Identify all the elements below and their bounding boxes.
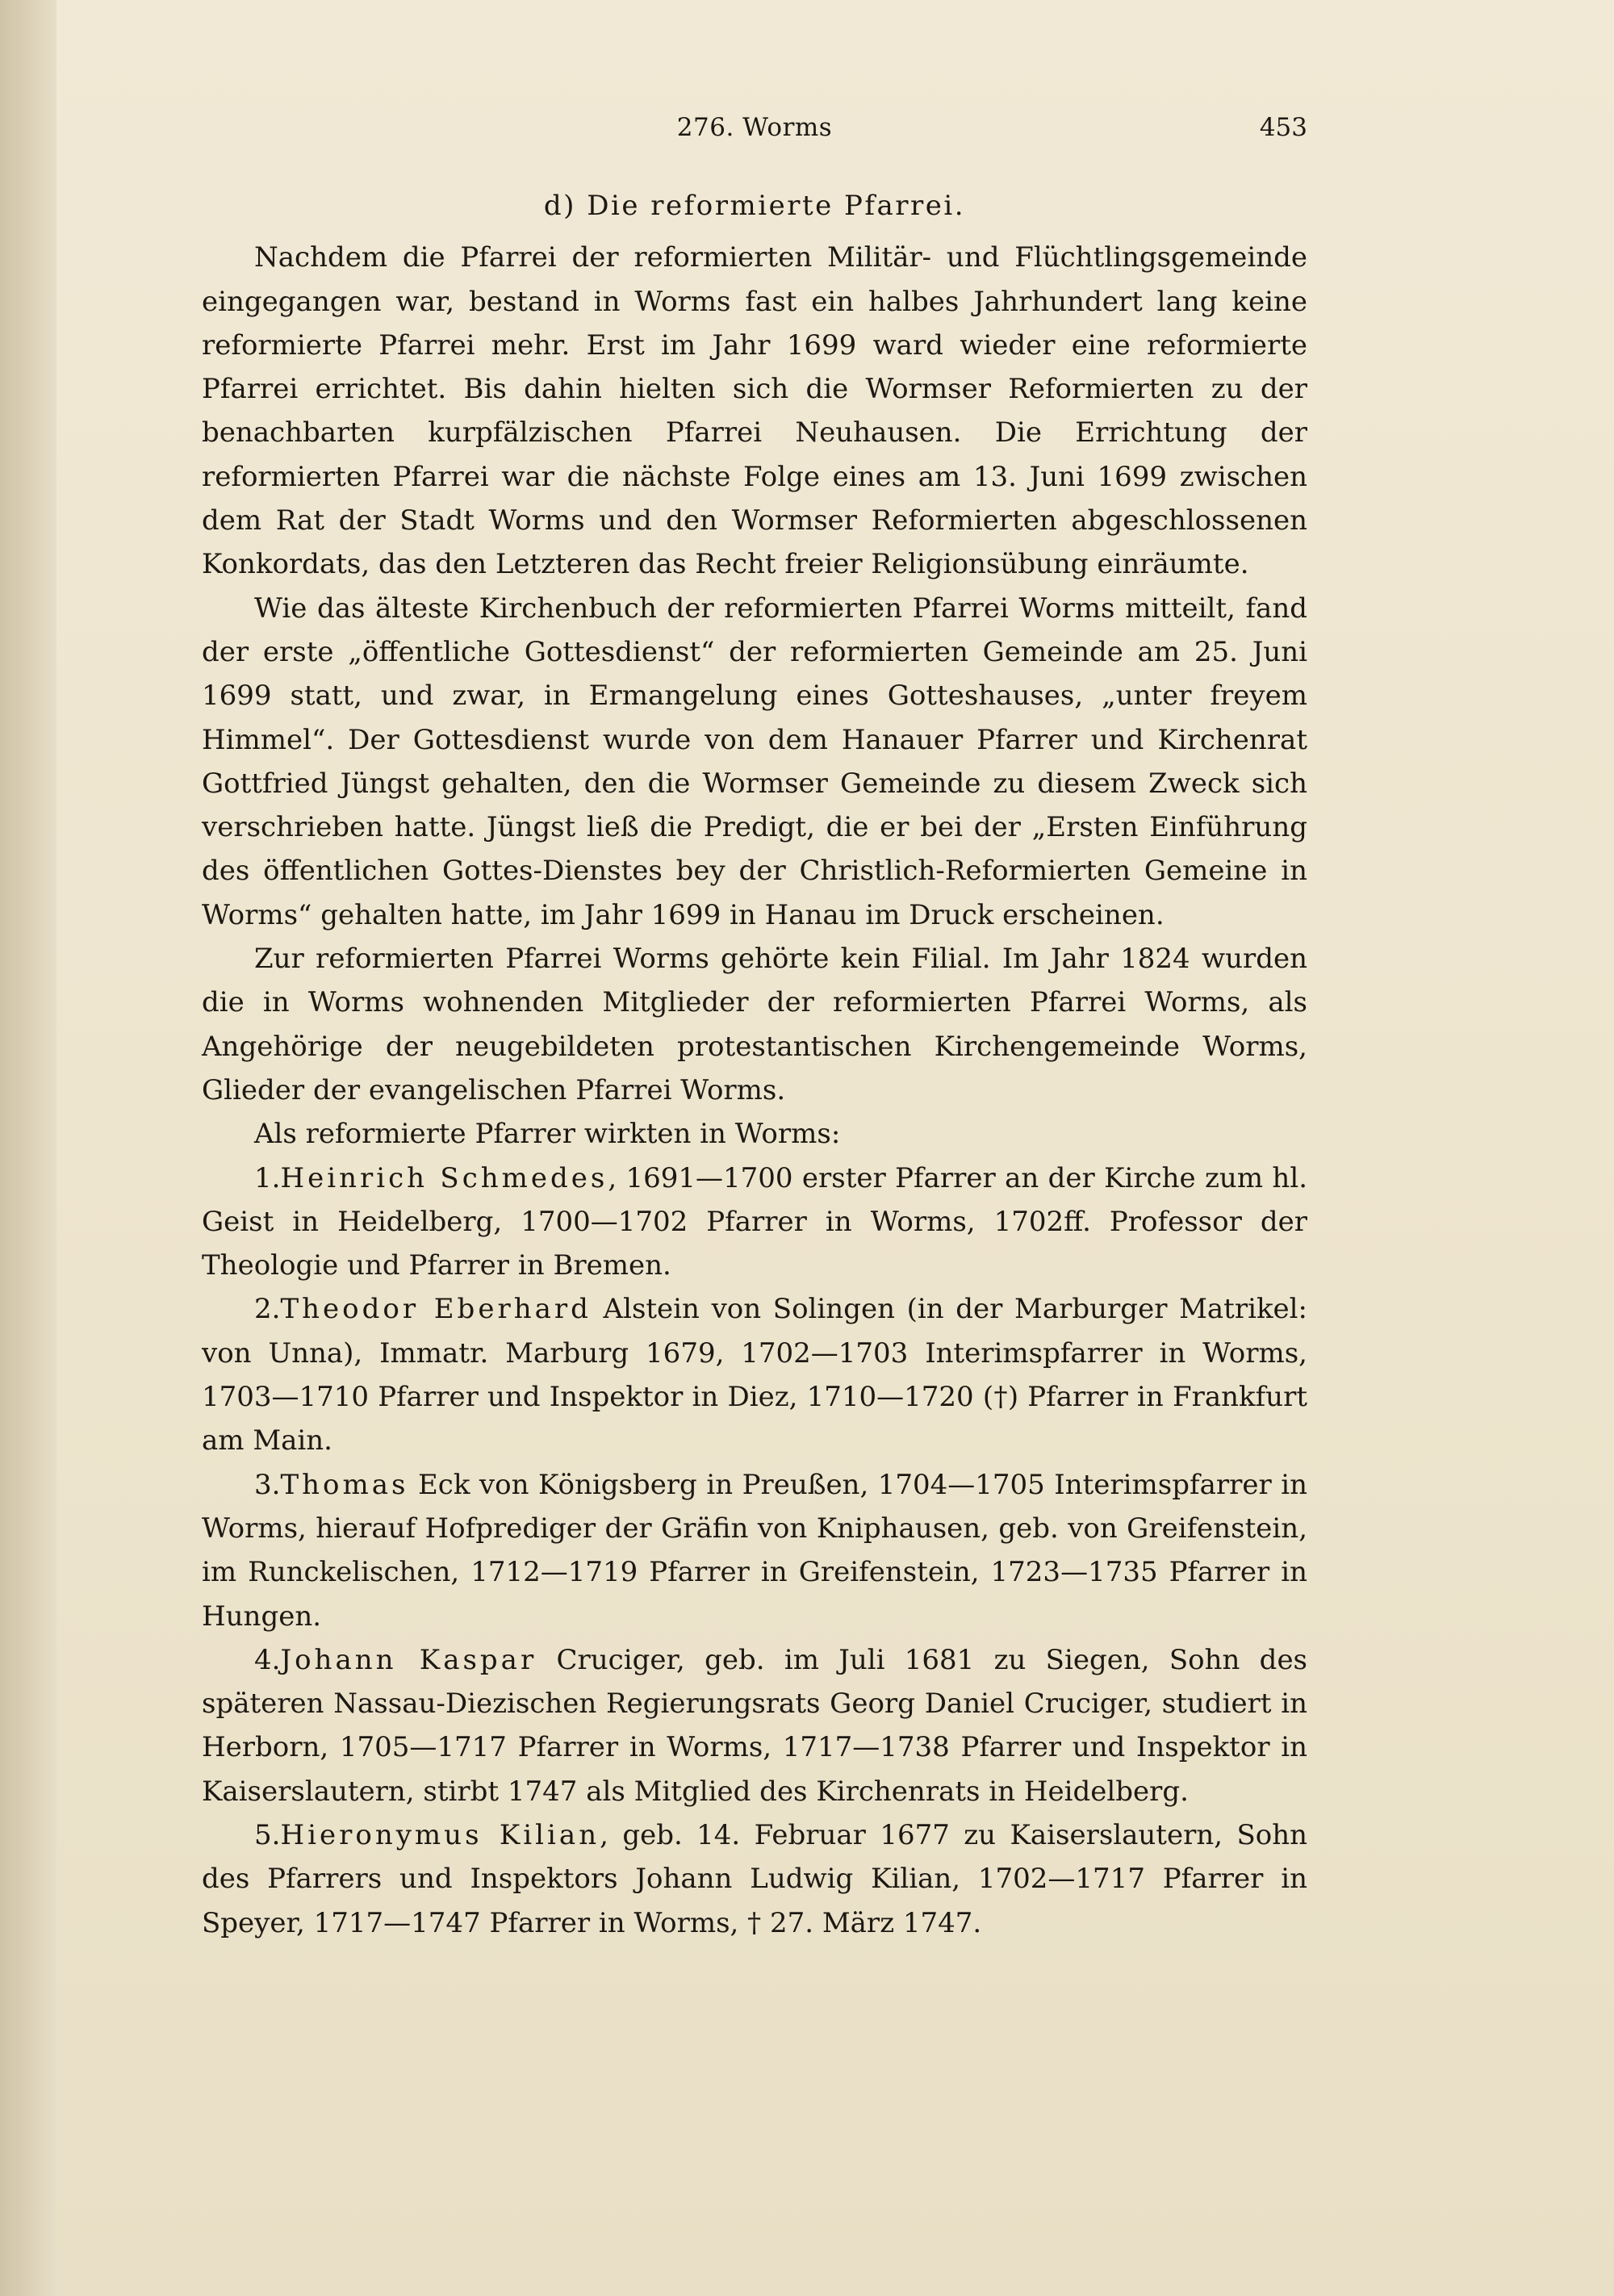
paragraph-pastor-list-intro: Als reformierte Pfarrer wirkten in Worms: bbox=[254, 1118, 841, 1151]
pastor-name: Heinrich Schmedes bbox=[280, 1161, 608, 1194]
paragraph-filial: Zur reformierten Pfarrei Worms gehörte kein Filial. Im Jahr 1824 wurden die in Worms wohnenden Mitglieder der reformierten Pfarrei Worms, als Angehörige der neugebildeten protestantischen Kirchengemeinde Worms, Glieder der evangelischen Pfarrei Worms. bbox=[202, 943, 1307, 1106]
paragraph-first-service: Wie das älteste Kirchenbuch der reformierten Pfarrei Worms mitteilt, fand der erste „öffentliche Gottesdienst“ der reformierten Gemeinde am 25. Juni 1699 statt, und zwar, in Ermangelung eines Gotteshauses, „unter freyem Himmel“. Der Gottesdienst wurde von dem Hanauer Pfarrer und Kirchenrat Gottfried Jüngst gehalten, den die Wormser Gemeinde zu diesem Zweck sich verschrieben hatte. Jüngst ließ die Predigt, die er bei der „Ersten Einführung des öffentlichen Gottes-Dienstes bey der Christlich-Reformierten Gemeine in Worms“ gehalten hatte, im Jahr 1699 in Hanau im Druck erscheinen. bbox=[202, 592, 1307, 931]
pastor-entry bbox=[202, 1156, 1307, 1288]
pastor-number: 4. bbox=[254, 1643, 281, 1676]
page-number: 453 bbox=[1259, 113, 1307, 142]
pastor-name: Johann Kaspar bbox=[280, 1643, 537, 1676]
pastor-entry bbox=[202, 1813, 1307, 1945]
pastor-number: 2. bbox=[254, 1293, 281, 1326]
pastor-entry bbox=[202, 1638, 1307, 1813]
pastor-number: 3. bbox=[254, 1468, 281, 1501]
pastor-entry bbox=[202, 1287, 1307, 1462]
page-header bbox=[202, 113, 1307, 153]
pastor-text: , geb. 14. Februar 1677 zu Kaiserslautern, Sohn des Pfarrers und Inspektors Johann Ludwig Kilian, 1702—1717 Pfarrer in Speyer, 1717—1747 Pfarrer in Worms, † 27. März 1747. bbox=[202, 1818, 1307, 1939]
pastor-number: 5. bbox=[254, 1818, 281, 1851]
pastor-name: Thomas bbox=[280, 1468, 409, 1501]
pastor-text: Cruciger, geb. im Juli 1681 zu Siegen, Sohn des späteren Nassau-Diezischen Regierungsrats Georg Daniel Cruciger, studiert in Herborn, 1705—1717 Pfarrer in Worms, 1717—1738 Pfarrer und Inspektor in Kaiserslautern, stirbt 1747 als Mitglied des Kirchenrats in Heidelberg. bbox=[202, 1643, 1308, 1808]
paragraph-founding: Nachdem die Pfarrei der reformierten Militär- und Flüchtlingsgemeinde eingegangen war, bestand in Worms fast ein halbes Jahrhundert lang keine reformierte Pfarrei mehr. Erst im Jahr 1699 ward wieder eine reformierte Pfarrei errichtet. Bis dahin hielten sich die Wormser Reformierten zu der benachbarten kurpfälzischen Pfarrei Neuhausen. Die Errichtung der reformierten Pfarrei war die nächste Folge eines am 13. Juni 1699 zwischen dem Rat der Stadt Worms und den Wormser Reformierten abgeschlossenen Konkordats, das den Letzteren das Recht freier Religionsübung einräumte. bbox=[202, 241, 1307, 581]
pastor-text: Eck von Königsberg in Preußen, 1704—1705 Interimspfarrer in Worms, hierauf Hofprediger der Gräfin von Kniphausen, geb. von Greifenstein, im Runckelischen, 1712—1719 Pfarrer in Greifenstein, 1723—1735 Pfarrer in Hungen. bbox=[202, 1468, 1307, 1633]
page-shadow-edge bbox=[0, 0, 56, 2296]
pastor-entry bbox=[202, 1463, 1307, 1638]
section-heading: d) Die reformierte Pfarrei. bbox=[543, 190, 966, 222]
pastor-name: Hieronymus Kilian bbox=[280, 1818, 600, 1851]
pastor-text: , 1691—1700 erster Pfarrer an der Kirche zum hl. Geist in Heidelberg, 1700—1702 Pfarrer in Worms, 1702ff. Professor der Theologie und Pfarrer in Bremen. bbox=[202, 1161, 1307, 1282]
running-head: 276. Worms bbox=[676, 113, 833, 142]
main-text bbox=[202, 184, 1307, 1945]
pastor-number: 1. bbox=[254, 1161, 281, 1194]
pastor-text: Alstein von Solingen (in der Marburger Matrikel: von Unna), Immatr. Marburg 1679, 1702—1703 Interimspfarrer in Worms, 1703—1710 Pfarrer und Inspektor in Diez, 1710—1720 (†) Pfarrer in Frankfurt am Main. bbox=[202, 1293, 1308, 1457]
pastor-name: Theodor Eberhard bbox=[280, 1293, 592, 1326]
